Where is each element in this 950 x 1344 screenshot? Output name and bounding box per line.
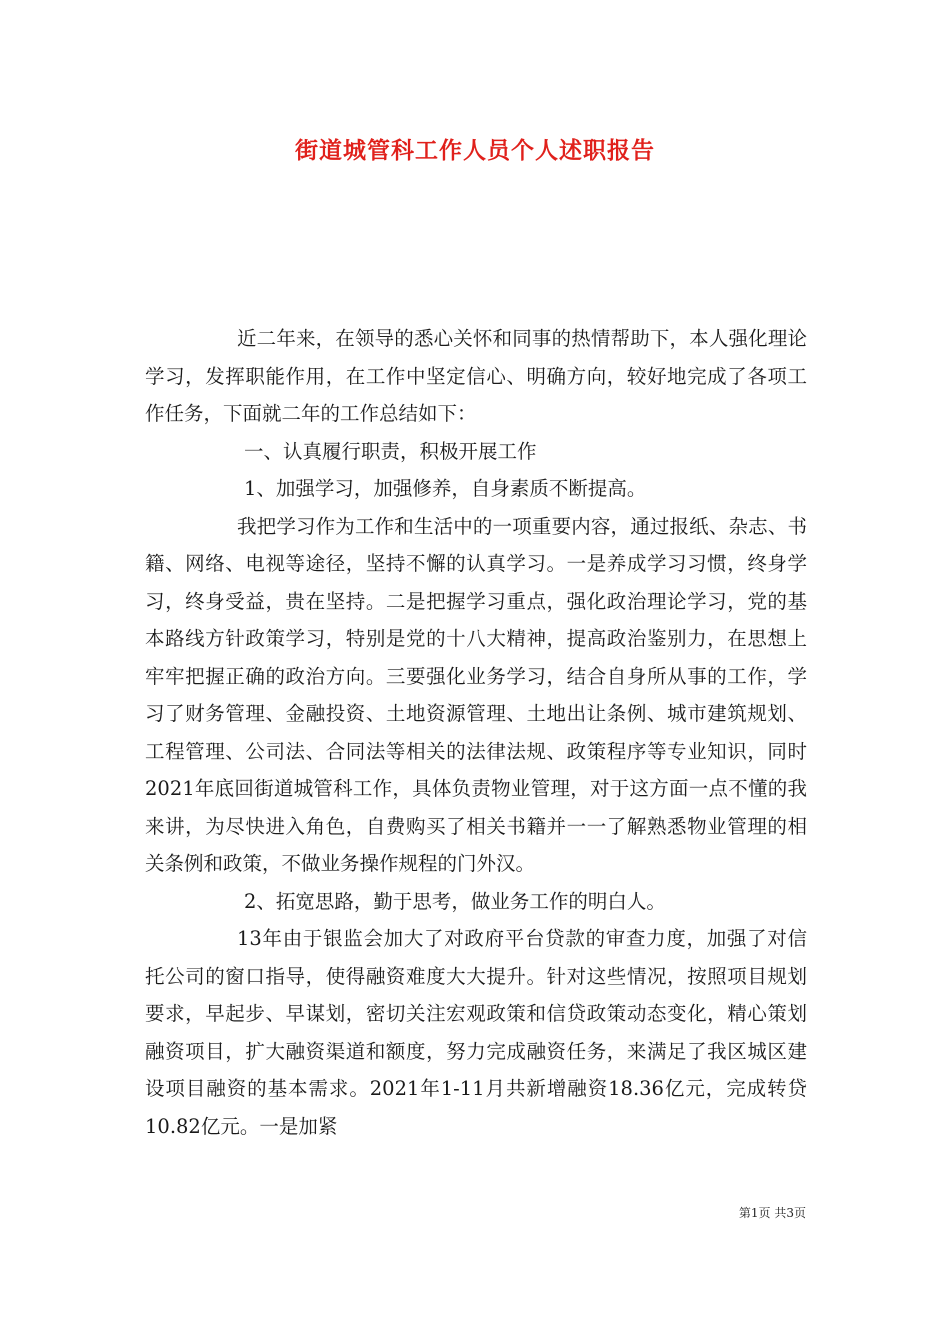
subsection-heading-2: 2、拓宽思路，勤于思考，做业务工作的明白人。 bbox=[244, 889, 666, 913]
intro-paragraph: 近二年来，在领导的悉心关怀和同事的热情帮助下，本人强化理论学习，发挥职能作用，在工作中坚定信心、明确方向，较好地完成了各项工作任务，下面就二年的工作总结如下： bbox=[145, 327, 807, 425]
document-title: 街道城管科工作人员个人述职报告 bbox=[295, 137, 655, 164]
subsection-heading-1: 1、加强学习，加强修养，自身素质不断提高。 bbox=[244, 477, 647, 500]
study-paragraph: 我把学习作为工作和生活中的一项重要内容，通过报纸、杂志、书籍、网络、电视等途径，坚持不懈的认真学习。一是养成学习习惯，终身学习，终身受益，贵在坚持。二是把握学习重点，强化政治理论学习，党的基本路线方针政策学习，特别是党的十八大精神，提高政治鉴别力，在思想上牢牢把握正确的政治方向。三要强化业务学习，结合自身所从事的工作，学习了财务管理、金融投资、土地资源管理、土地出让条例、城市建筑规划、工程管理、公司法、合同法等相关的法律法规、政策程序等专业知识，同时2021年底回街道城管科工作，具体负责物业管理，对于这方面一点不懂的我来讲，为尽快进入角色，自费购买了相关书籍并一一了解熟悉物业管理的相关条例和政策，不做业务操作规程的门外汉。 bbox=[145, 514, 807, 875]
section-heading-1: 一、认真履行职责，积极开展工作 bbox=[244, 439, 537, 463]
page-number-footer: 第1页 共3页 bbox=[738, 1206, 806, 1220]
document-body bbox=[145, 320, 807, 1145]
financing-paragraph: 13年由于银监会加大了对政府平台贷款的审查力度，加强了对信托公司的窗口指导，使得融资难度大大提升。针对这些情况，按照项目规划要求，早起步、早谋划，密切关注宏观政策和信贷政策动态变化，精心策划融资项目，扩大融资渠道和额度，努力完成融资任务，来满足了我区城区建设项目融资的基本需求。2021年1-11月共新增融资18.36亿元，完成转贷10.82亿元。一是加紧 bbox=[145, 927, 807, 1138]
